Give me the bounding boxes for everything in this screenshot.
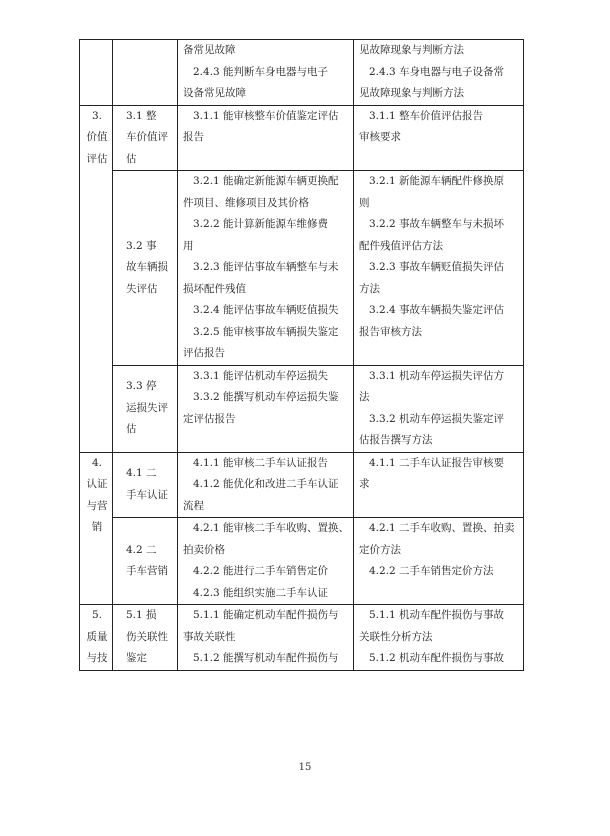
- cell-text: 3.2.3 能评估事故车辆整车与未: [193, 261, 339, 273]
- knowledge-cell: [354, 518, 524, 605]
- cell-text: 配件残值评估方法: [359, 239, 443, 252]
- cell-text: 评估报告: [183, 347, 225, 359]
- unit-cell: [113, 171, 178, 366]
- cell-text: 3.2.4 事故车辆损失鉴定评估: [369, 304, 505, 316]
- category-cell: [80, 105, 113, 452]
- cell-text: 5.1 损: [126, 609, 157, 621]
- cell-text: 手车营销: [126, 565, 168, 577]
- cell-text: 3.2.3 事故车辆贬值损失评估: [369, 261, 505, 273]
- page-number: 15: [298, 762, 312, 773]
- skill-cell: [178, 171, 354, 366]
- cell-text: 3.3.1 机动车停运损失评估方: [369, 369, 505, 382]
- cell-text: 3.2.4 能评估事故车辆贬值损失: [193, 304, 339, 316]
- cell-text: 估报告撰写方法: [359, 434, 433, 446]
- cell-text: 估: [126, 423, 137, 436]
- category-cell: [80, 40, 113, 106]
- cell-text: 3.1.1 能审核整车价值鉴定评估: [193, 109, 339, 122]
- knowledge-cell: [354, 365, 524, 452]
- category-cell: [80, 452, 113, 605]
- cell-text: 4.: [91, 456, 103, 469]
- cell-text: 审核要求: [359, 131, 401, 143]
- cell-text: 3.3.2 机动车停运损失鉴定评: [369, 412, 505, 425]
- cell-text: 报告审核方法: [359, 325, 422, 338]
- cell-text: 4.2.2 能进行二手车销售定价: [193, 565, 329, 577]
- cell-text: 与技: [86, 652, 108, 664]
- cell-text: 4.1.1 二手车认证报告审核要: [369, 456, 505, 469]
- cell-text: 4.2.1 二手车收购、置换、拍卖: [369, 522, 515, 534]
- cell-text: 法: [359, 391, 370, 403]
- competency-table: [79, 39, 524, 671]
- cell-text: 则: [359, 196, 370, 209]
- cell-text: 3.2.1 新能源车辆配件修换原: [369, 175, 505, 187]
- unit-cell: [113, 605, 178, 671]
- cell-text: 拍卖价格: [183, 543, 225, 556]
- cell-text: 2.4.3 车身电器与电子设备常: [369, 65, 505, 78]
- unit-cell: [113, 40, 178, 106]
- unit-cell: [113, 365, 178, 452]
- cell-text: 认证: [86, 478, 108, 490]
- cell-text: 4.2.3 能组织实施二手车认证: [193, 586, 329, 599]
- skill-cell: [178, 105, 354, 171]
- knowledge-cell: [354, 105, 524, 171]
- cell-text: 用: [183, 239, 194, 252]
- cell-text: 损坏配件残值: [183, 282, 246, 295]
- cell-text: 见故障现象与判断方法: [359, 87, 464, 99]
- cell-text: 价值: [86, 131, 108, 143]
- category-cell: [80, 605, 113, 671]
- cell-text: 与营: [86, 499, 108, 512]
- cell-text: 件项目、维修项目及其价格: [183, 196, 309, 209]
- knowledge-cell: [354, 605, 524, 671]
- cell-text: 4.2.1 能审核二手车收购、置换、: [193, 522, 350, 534]
- cell-text: 失评估: [126, 282, 158, 295]
- cell-text: 3.1 整: [126, 109, 157, 122]
- cell-text: 伤关联性: [126, 630, 168, 643]
- cell-text: 估: [126, 152, 137, 165]
- cell-text: 3.2.5 能审核事故车辆损失鉴定: [193, 325, 339, 338]
- cell-text: 3.: [91, 109, 103, 122]
- skill-cell: [178, 40, 354, 106]
- cell-text: 3.2.1 能确定新能源车辆更换配: [193, 175, 339, 187]
- cell-text: 3.3.2 能撰写机动车停运损失鉴: [193, 391, 339, 403]
- cell-text: 销: [91, 521, 103, 533]
- table-row: [80, 605, 524, 671]
- cell-text: 5.1.2 机动车配件损伤与事故: [369, 652, 505, 664]
- table-row: [80, 518, 524, 605]
- knowledge-cell: [354, 40, 524, 106]
- cell-text: 4.2 二: [126, 543, 157, 556]
- knowledge-cell: [354, 171, 524, 366]
- skill-cell: [178, 518, 354, 605]
- cell-text: 3.1.1 整车价值评估报告: [369, 109, 484, 122]
- cell-text: 关联性分析方法: [359, 630, 433, 643]
- cell-text: 评估: [86, 152, 108, 165]
- cell-text: 定评估报告: [183, 412, 236, 425]
- table-row: [80, 365, 524, 452]
- cell-text: 5.1.2 能撰写机动车配件损伤与: [193, 652, 339, 664]
- cell-text: 4.1 二: [126, 467, 157, 480]
- cell-text: 5.1.1 机动车配件损伤与事故: [369, 609, 505, 621]
- cell-text: 手车认证: [126, 488, 168, 501]
- cell-text: 5.: [91, 609, 103, 621]
- cell-text: 故车辆损: [126, 261, 168, 273]
- cell-text: 事故关联性: [183, 630, 236, 643]
- cell-text: 5.1.1 能确定机动车配件损伤与: [193, 609, 339, 621]
- cell-text: 设备常见故障: [183, 87, 246, 99]
- cell-text: 备常见故障: [183, 44, 236, 56]
- cell-text: 4.2.2 二手车销售定价方法: [369, 565, 494, 577]
- table-row: [80, 105, 524, 171]
- cell-text: 定价方法: [359, 543, 401, 556]
- skill-cell: [178, 605, 354, 671]
- cell-text: 2.4.3 能判断车身电器与电子: [193, 65, 329, 78]
- cell-text: 鉴定: [126, 652, 147, 664]
- table-row: [80, 171, 524, 366]
- cell-text: 3.2 事: [126, 239, 157, 252]
- cell-text: 质量: [86, 630, 108, 643]
- cell-text: 3.3.1 能评估机动车停运损失: [193, 369, 329, 382]
- cell-text: 方法: [359, 282, 380, 295]
- skill-cell: [178, 365, 354, 452]
- cell-text: 流程: [183, 499, 204, 512]
- cell-text: 求: [359, 478, 370, 490]
- cell-text: 4.1.2 能优化和改进二手车认证: [193, 478, 339, 490]
- table-row: [80, 452, 524, 518]
- unit-cell: [113, 452, 178, 518]
- cell-text: 4.1.1 能审核二手车认证报告: [193, 456, 329, 469]
- knowledge-cell: [354, 452, 524, 518]
- unit-cell: [113, 105, 178, 171]
- cell-text: 报告: [183, 131, 204, 143]
- table-row: [80, 40, 524, 106]
- cell-text: 运损失评: [126, 401, 168, 414]
- cell-text: 3.2.2 能计算新能源车维修费: [193, 218, 329, 230]
- unit-cell: [113, 518, 178, 605]
- cell-text: 3.3 停: [126, 380, 157, 393]
- cell-text: 车价值评: [126, 131, 168, 143]
- cell-text: 3.2.2 事故车辆整车与未损坏: [369, 218, 505, 230]
- cell-text: 见故障现象与判断方法: [359, 44, 464, 56]
- skill-cell: [178, 452, 354, 518]
